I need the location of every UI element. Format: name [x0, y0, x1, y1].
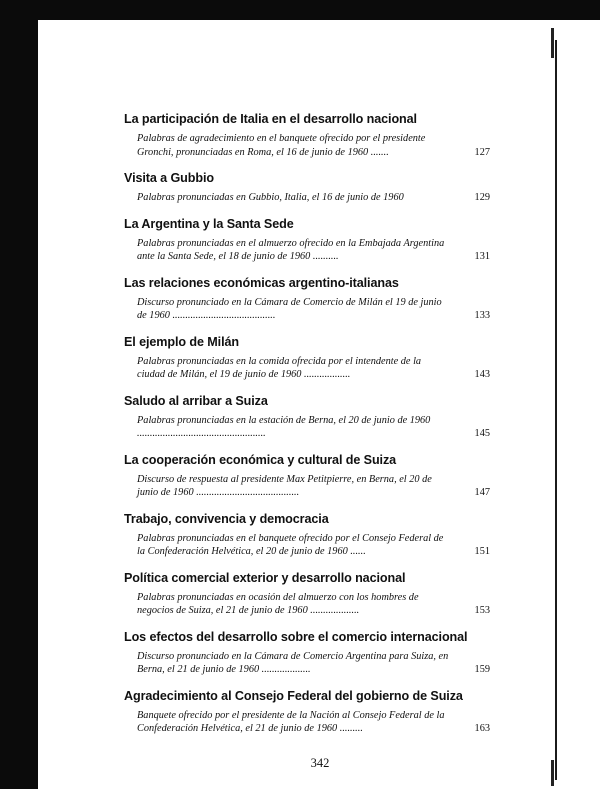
entry-title: La Argentina y la Santa Sede	[124, 216, 294, 231]
toc-entry	[124, 689, 490, 736]
entry-page-number: 133	[474, 310, 490, 321]
entry-description-text: Palabras pronunciadas en ocasión del almuerzo con los hombres de negocios de Suiza, el 21 de junio de 1960 ...................	[137, 591, 419, 616]
entry-page-number: 127	[474, 146, 490, 158]
entry-description-text: Palabras de agradecimiento en el banquete ofrecido por el presidente Gronchi, pronunciadas en Roma, el 16 de junio de 1960 .......	[137, 133, 426, 158]
toc-entry	[124, 394, 490, 441]
entry-description	[137, 414, 490, 441]
entry-title: Agradecimiento al Consejo Federal del gobierno de Suiza	[124, 688, 463, 703]
entry-title: Saludo al arribar a Suiza	[124, 393, 268, 408]
scan-border-left	[0, 0, 38, 789]
page-number: 342	[310, 756, 330, 770]
scan-edge-right	[555, 40, 557, 780]
scan-border-top	[0, 0, 600, 20]
entry-title: Las relaciones económicas argentino-italianas	[124, 275, 399, 290]
entry-title: Trabajo, convivencia y democracia	[124, 511, 329, 526]
entry-description-text: Palabras pronunciadas en la comida ofrecida por el intendente de la ciudad de Milán, el 19 de junio de 1960 ..................	[137, 355, 422, 380]
entry-description-text: Palabras pronunciadas en la estación de Berna, el 20 de junio de 1960 ..................................................	[137, 414, 431, 439]
scan-mark-top-right	[551, 28, 554, 58]
entry-page-number: 151	[474, 546, 490, 557]
entry-page-number: 153	[474, 605, 490, 616]
toc-entry	[124, 453, 490, 500]
entry-page-number: 129	[474, 192, 490, 203]
entry-description-text: Palabras pronunciadas en el almuerzo ofrecido en la Embajada Argentina ante la Santa Sede, el 18 de junio de 1960 ..........	[137, 237, 445, 262]
toc-entry	[124, 217, 490, 264]
toc-entry	[124, 630, 490, 677]
entry-description	[137, 296, 490, 323]
entry-title: Los efectos del desarrollo sobre el comercio internacional	[124, 629, 468, 644]
entry-description-text: Discurso pronunciado en la Cámara de Comercio Argentina para Suiza, en Berna, el 21 de junio de 1960 ...................	[137, 650, 449, 675]
entry-description	[137, 591, 490, 618]
toc-entry	[124, 335, 490, 382]
entry-title: Política comercial exterior y desarrollo nacional	[124, 570, 406, 585]
entry-title: El ejemplo de Milán	[124, 334, 239, 349]
toc-entry	[124, 512, 490, 559]
entry-description-text: Banquete ofrecido por el presidente de la Nación al Consejo Federal de la Confederación Helvética, el 21 de junio de 1960 .........	[137, 709, 445, 734]
entry-description-text: Palabras pronunciadas en Gubbio, Italia, el 16 de junio de 1960	[137, 192, 404, 203]
entry-title: Visita a Gubbio	[124, 171, 214, 185]
entry-description	[137, 237, 490, 264]
entry-page-number: 163	[474, 723, 490, 734]
entry-page-number: 147	[474, 487, 490, 498]
entry-title: La cooperación económica y cultural de Suiza	[124, 452, 397, 467]
entry-description	[137, 191, 490, 205]
entry-description	[137, 650, 490, 677]
entry-description	[137, 532, 490, 559]
entry-description-text: Discurso pronunciado en la Cámara de Comercio de Milán el 19 de junio de 1960 ........................................	[137, 296, 442, 321]
entry-description	[137, 709, 490, 736]
entry-page-number: 131	[474, 251, 490, 262]
entry-description	[137, 355, 490, 382]
entry-description-text: Discurso de respuesta al presidente Max Petitpierre, en Berna, el 20 de junio de 1960 ........................................	[137, 473, 432, 498]
toc-entry	[124, 571, 490, 618]
entry-description	[137, 473, 490, 500]
entry-page-number: 143	[474, 369, 490, 380]
toc-entry	[124, 171, 490, 205]
toc-entry	[124, 276, 490, 323]
toc-entry	[124, 112, 490, 159]
entry-description	[137, 132, 490, 159]
entry-description-text: Palabras pronunciadas en el banquete ofrecido por el Consejo Federal de la Confederación Helvética, el 20 de junio de 1960 ......	[137, 532, 444, 557]
entry-page-number: 145	[474, 428, 490, 439]
entry-page-number: 159	[474, 664, 490, 675]
table-of-contents	[124, 112, 490, 748]
entry-title: La participación de Italia en el desarrollo nacional	[124, 112, 417, 126]
